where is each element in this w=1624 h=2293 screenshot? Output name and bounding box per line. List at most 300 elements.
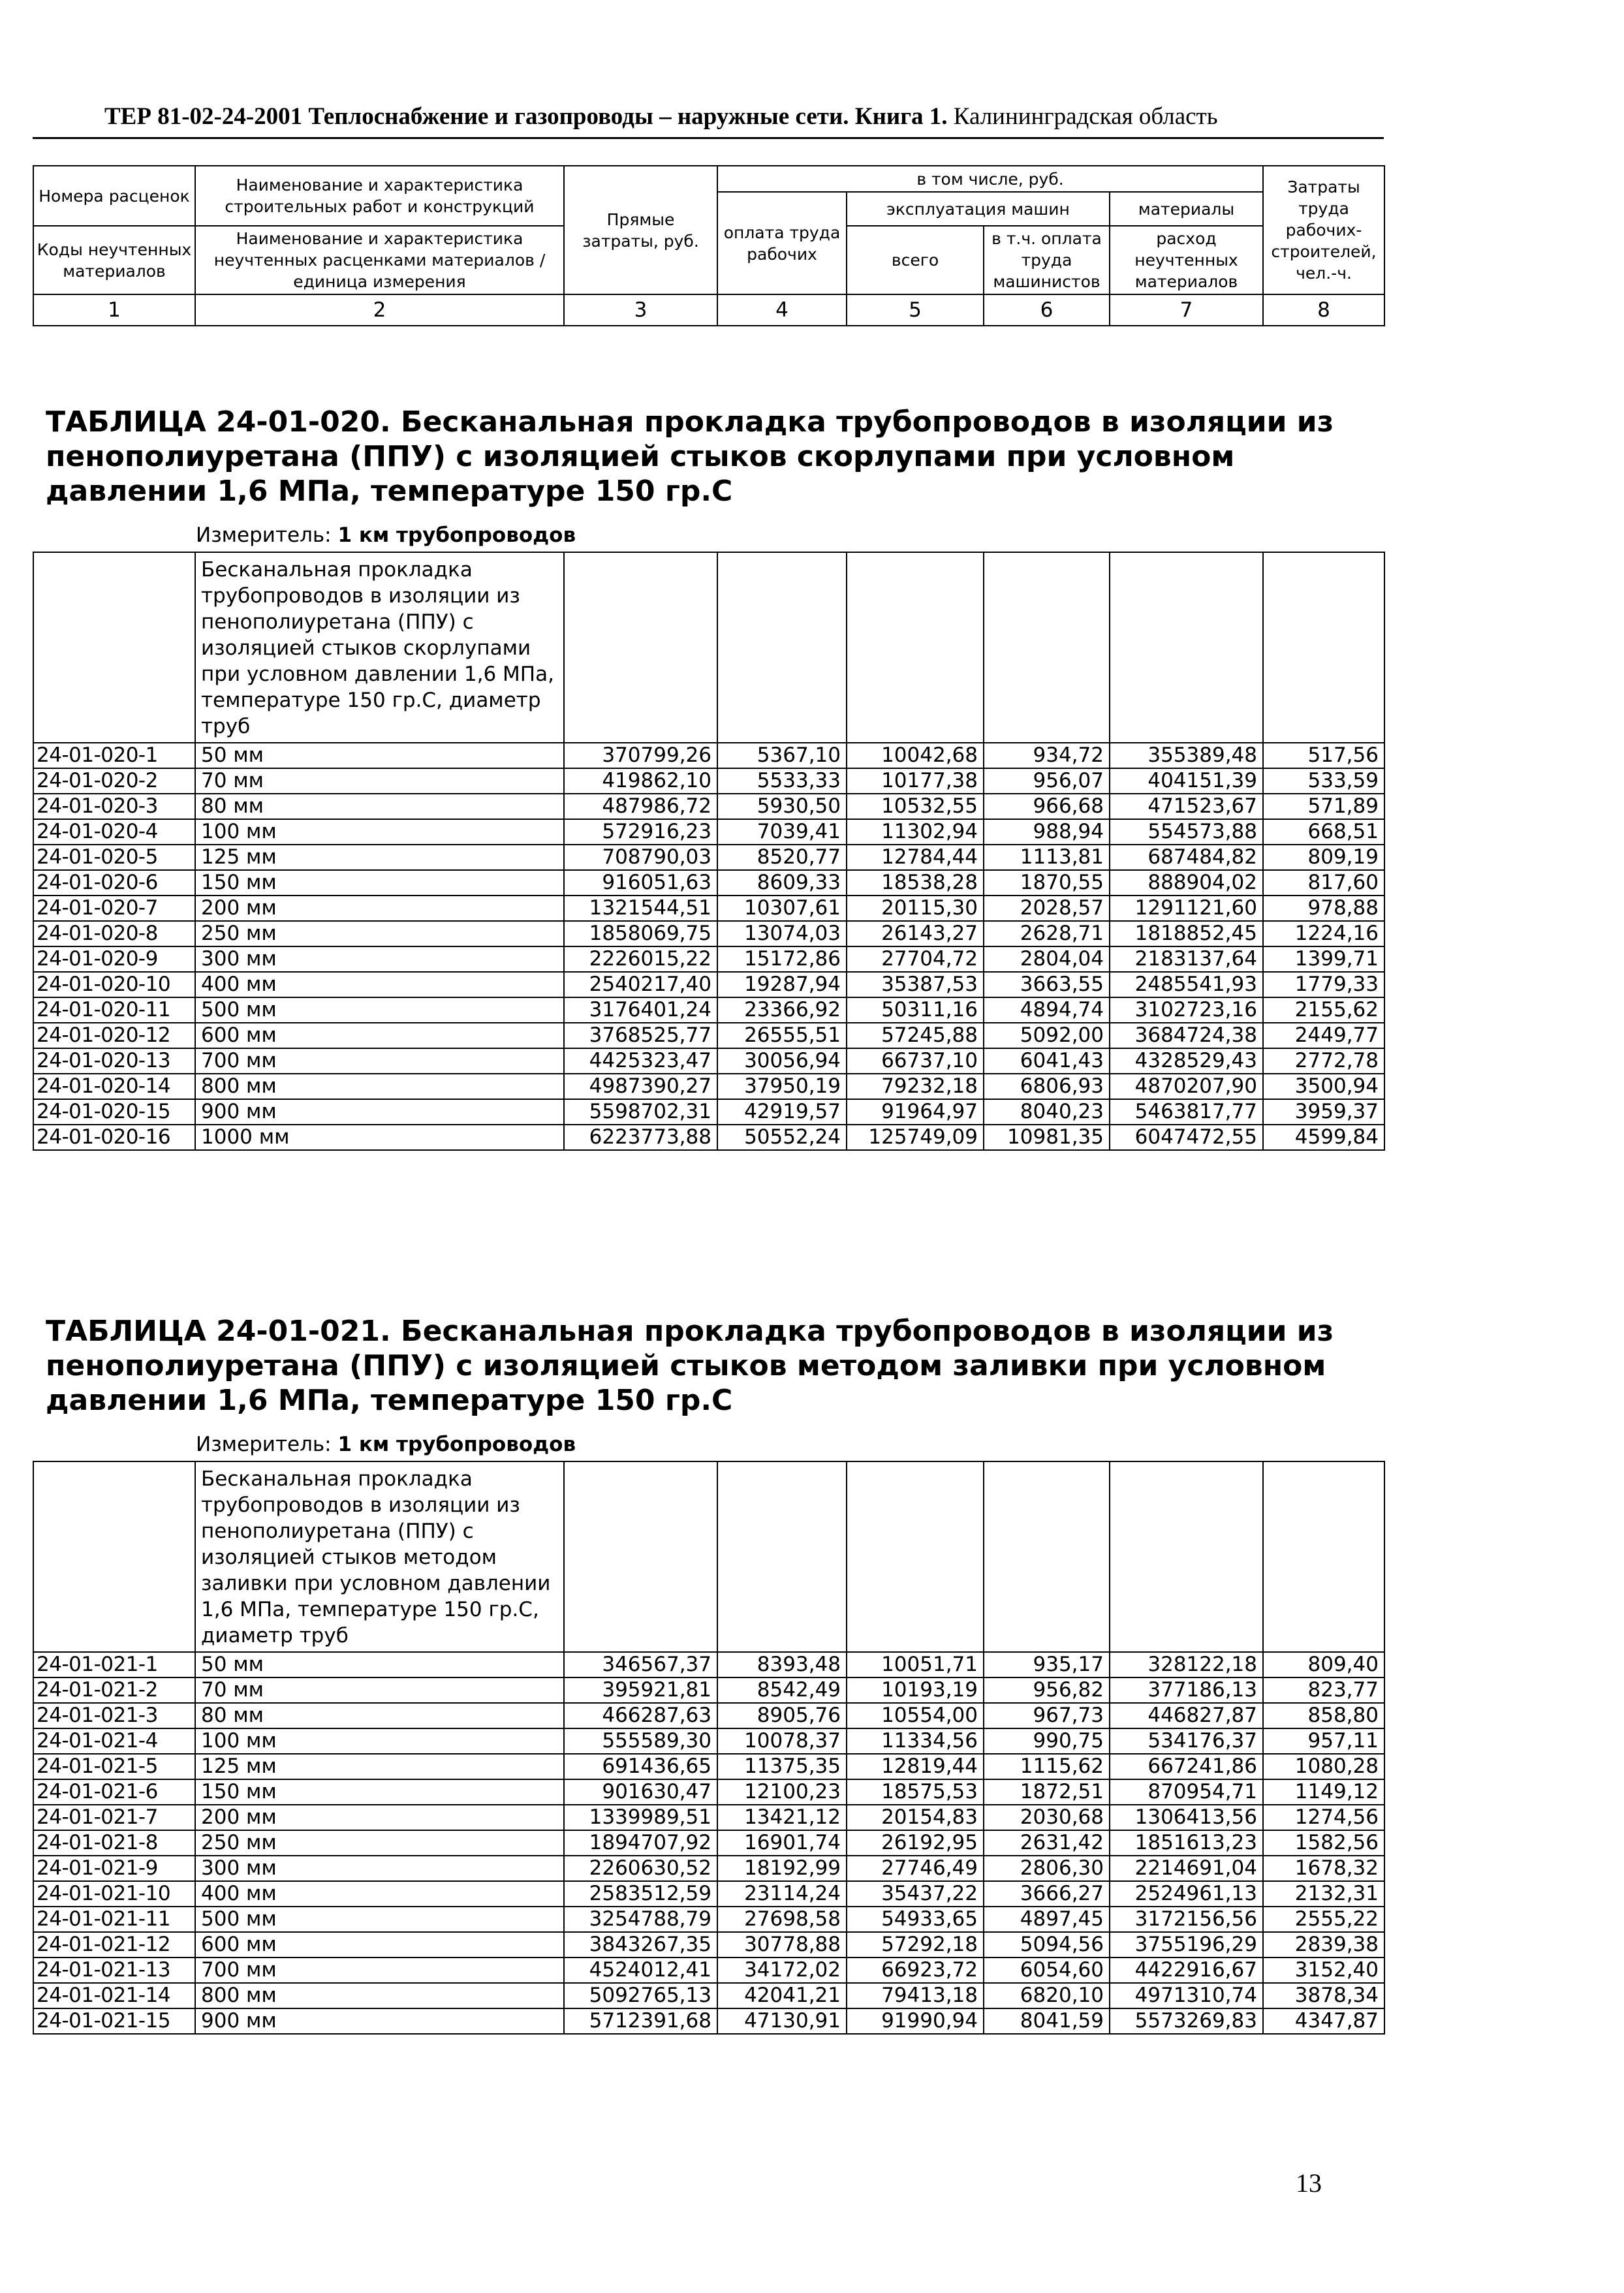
worker-pay: 47130,91: [717, 2008, 847, 2034]
pipe-diameter: 125 мм: [195, 845, 564, 870]
direct-costs: 1894707,92: [564, 1830, 717, 1856]
machines-total: 79413,18: [847, 1983, 984, 2008]
direct-costs: 708790,03: [564, 845, 717, 870]
measure-unit-label: Измеритель:: [196, 1433, 332, 1456]
pipe-diameter: 600 мм: [195, 1023, 564, 1048]
direct-costs: 3843267,35: [564, 1932, 717, 1958]
material-consumption: 6047472,55: [1110, 1125, 1263, 1150]
direct-costs: 691436,65: [564, 1754, 717, 1779]
machines-total: 10554,00: [847, 1703, 984, 1728]
worker-pay: 26555,51: [717, 1023, 847, 1048]
worker-pay: 30056,94: [717, 1048, 847, 1074]
labor-hours: 2839,38: [1263, 1932, 1384, 1958]
col-header-machines-total: всего: [847, 226, 984, 294]
machinist-pay: 2628,71: [984, 921, 1110, 946]
rate-code: 24-01-020-8: [33, 921, 195, 946]
material-consumption: 1291121,60: [1110, 896, 1263, 921]
col-number: 3: [564, 294, 717, 326]
measure-unit-label: Измеритель:: [196, 523, 332, 547]
direct-costs: 1858069,75: [564, 921, 717, 946]
labor-hours: 1274,56: [1263, 1805, 1384, 1830]
col-header-unaccounted-materials: Наименование и характеристика неучтенных расценками материалов / единица измерения: [195, 226, 564, 294]
table-row: [33, 1983, 1384, 2008]
table-row: [33, 768, 1384, 794]
pipe-diameter: 1000 мм: [195, 1125, 564, 1150]
labor-hours: 3878,34: [1263, 1983, 1384, 2008]
labor-hours: 817,60: [1263, 870, 1384, 896]
col-number: 2: [195, 294, 564, 326]
material-consumption: 3684724,38: [1110, 1023, 1263, 1048]
col-header-material-codes: Коды неучтенных материалов: [33, 226, 195, 294]
material-consumption: 5463817,77: [1110, 1099, 1263, 1125]
material-consumption: 2485541,93: [1110, 972, 1263, 997]
labor-hours: 2555,22: [1263, 1907, 1384, 1932]
direct-costs: 6223773,88: [564, 1125, 717, 1150]
machinist-pay: 1113,81: [984, 845, 1110, 870]
machines-total: 54933,65: [847, 1907, 984, 1932]
machines-total: 35387,53: [847, 972, 984, 997]
worker-pay: 23366,92: [717, 997, 847, 1023]
labor-hours: 1399,71: [1263, 946, 1384, 972]
rate-code: 24-01-021-1: [33, 1652, 195, 1677]
col-header-direct-costs: Прямые затраты, руб.: [564, 166, 717, 294]
machines-total: 79232,18: [847, 1074, 984, 1099]
rate-code: 24-01-020-9: [33, 946, 195, 972]
worker-pay: 27698,58: [717, 1907, 847, 1932]
machinist-pay: 2631,42: [984, 1830, 1110, 1856]
measure-unit-value: 1 км трубопроводов: [337, 1433, 576, 1456]
material-consumption: 5573269,83: [1110, 2008, 1263, 2034]
machinist-pay: 2804,04: [984, 946, 1110, 972]
direct-costs: 555589,30: [564, 1728, 717, 1754]
description-row: [33, 552, 1384, 743]
table-row: [33, 1099, 1384, 1125]
table-row: [33, 845, 1384, 870]
table-row: [33, 921, 1384, 946]
machinist-pay: 935,17: [984, 1652, 1110, 1677]
material-consumption: 1851613,23: [1110, 1830, 1263, 1856]
rate-code: 24-01-020-5: [33, 845, 195, 870]
rate-code: 24-01-021-9: [33, 1856, 195, 1881]
machines-total: 18575,53: [847, 1779, 984, 1805]
labor-hours: 2132,31: [1263, 1881, 1384, 1907]
column-number-row: [33, 294, 1384, 326]
table-row: [33, 1881, 1384, 1907]
machines-total: 20154,83: [847, 1805, 984, 1830]
material-consumption: 4422916,67: [1110, 1958, 1263, 1983]
direct-costs: 1321544,51: [564, 896, 717, 921]
labor-hours: 809,40: [1263, 1652, 1384, 1677]
labor-hours: 571,89: [1263, 794, 1384, 819]
material-consumption: 1306413,56: [1110, 1805, 1263, 1830]
table-row: [33, 1023, 1384, 1048]
machines-total: 57245,88: [847, 1023, 984, 1048]
machines-total: 12819,44: [847, 1754, 984, 1779]
table-row: [33, 794, 1384, 819]
labor-hours: 809,19: [1263, 845, 1384, 870]
col-header-materials: материалы: [1110, 192, 1263, 226]
machinist-pay: 6041,43: [984, 1048, 1110, 1074]
machinist-pay: 6054,60: [984, 1958, 1110, 1983]
machinist-pay: 3666,27: [984, 1881, 1110, 1907]
pipe-diameter: 200 мм: [195, 896, 564, 921]
worker-pay: 37950,19: [717, 1074, 847, 1099]
pipe-diameter: 500 мм: [195, 1907, 564, 1932]
direct-costs: 466287,63: [564, 1703, 717, 1728]
direct-costs: 572916,23: [564, 819, 717, 845]
machines-total: 27704,72: [847, 946, 984, 972]
document-header: [104, 98, 1384, 136]
worker-pay: 19287,94: [717, 972, 847, 997]
machinist-pay: 2030,68: [984, 1805, 1110, 1830]
rate-code: 24-01-020-16: [33, 1125, 195, 1150]
table-row: [33, 743, 1384, 768]
col-header-codes: Номера расценок: [33, 166, 195, 226]
labor-hours: 2772,78: [1263, 1048, 1384, 1074]
worker-pay: 34172,02: [717, 1958, 847, 1983]
rate-code: 24-01-021-14: [33, 1983, 195, 2008]
labor-hours: 3959,37: [1263, 1099, 1384, 1125]
direct-costs: 487986,72: [564, 794, 717, 819]
table-row: [33, 1958, 1384, 1983]
machines-total: 27746,49: [847, 1856, 984, 1881]
work-description: Бесканальная прокладка трубопроводов в изоляции из пенополиуретана (ППУ) с изоляцией стыков методом заливки при условном давлении 1,6 МПа, температуре 150 гр.С, диаметр труб: [195, 1461, 564, 1652]
table-row: [33, 1779, 1384, 1805]
table-row: [33, 896, 1384, 921]
material-consumption: 2524961,13: [1110, 1881, 1263, 1907]
pipe-diameter: 300 мм: [195, 1856, 564, 1881]
machinist-pay: 1115,62: [984, 1754, 1110, 1779]
pipe-diameter: 600 мм: [195, 1932, 564, 1958]
labor-hours: 858,80: [1263, 1703, 1384, 1728]
material-consumption: 870954,71: [1110, 1779, 1263, 1805]
pipe-diameter: 100 мм: [195, 819, 564, 845]
table-row: [33, 1703, 1384, 1728]
worker-pay: 10307,61: [717, 896, 847, 921]
labor-hours: 668,51: [1263, 819, 1384, 845]
material-consumption: 554573,88: [1110, 819, 1263, 845]
machines-total: 66737,10: [847, 1048, 984, 1074]
direct-costs: 2540217,40: [564, 972, 717, 997]
pipe-diameter: 70 мм: [195, 1677, 564, 1703]
direct-costs: 2583512,59: [564, 1881, 717, 1907]
rate-code: 24-01-020-12: [33, 1023, 195, 1048]
page-number: 13: [1296, 2168, 1322, 2198]
col-number: 5: [847, 294, 984, 326]
machines-total: 10051,71: [847, 1652, 984, 1677]
table-row: [33, 1856, 1384, 1881]
direct-costs: 346567,37: [564, 1652, 717, 1677]
col-number: 6: [984, 294, 1110, 326]
machines-total: 20115,30: [847, 896, 984, 921]
machinist-pay: 966,68: [984, 794, 1110, 819]
rate-code: 24-01-021-13: [33, 1958, 195, 1983]
table-row: [33, 2008, 1384, 2034]
column-header-table: [33, 165, 1385, 326]
material-consumption: 471523,67: [1110, 794, 1263, 819]
machines-total: 66923,72: [847, 1958, 984, 1983]
material-consumption: 404151,39: [1110, 768, 1263, 794]
col-header-worker-pay: оплата труда рабочих: [717, 192, 847, 294]
direct-costs: 4524012,41: [564, 1958, 717, 1983]
table-title: ТАБЛИЦА 24-01-020. Бесканальная прокладка трубопроводов в изоляции из пенополиуретана (ППУ) с изоляцией стыков скорлупами при условном давлении 1,6 МПа, температуре 150 гр.С: [46, 405, 1334, 508]
machinist-pay: 956,82: [984, 1677, 1110, 1703]
description-code-cell: [33, 1461, 195, 1652]
material-consumption: 377186,13: [1110, 1677, 1263, 1703]
machinist-pay: 956,07: [984, 768, 1110, 794]
pipe-diameter: 50 мм: [195, 743, 564, 768]
material-consumption: 2214691,04: [1110, 1856, 1263, 1881]
pipe-diameter: 900 мм: [195, 2008, 564, 2034]
machinist-pay: 8040,23: [984, 1099, 1110, 1125]
worker-pay: 8542,49: [717, 1677, 847, 1703]
worker-pay: 11375,35: [717, 1754, 847, 1779]
measure-unit: [196, 1431, 576, 1458]
machinist-pay: 6806,93: [984, 1074, 1110, 1099]
worker-pay: 15172,86: [717, 946, 847, 972]
material-consumption: 667241,86: [1110, 1754, 1263, 1779]
machines-total: 57292,18: [847, 1932, 984, 1958]
material-consumption: 328122,18: [1110, 1652, 1263, 1677]
col-header-works: Наименование и характеристика строительных работ и конструкций: [195, 166, 564, 226]
pipe-diameter: 700 мм: [195, 1958, 564, 1983]
rate-code: 24-01-021-3: [33, 1703, 195, 1728]
worker-pay: 42041,21: [717, 1983, 847, 2008]
col-number: 1: [33, 294, 195, 326]
col-number: 8: [1263, 294, 1384, 326]
direct-costs: 3254788,79: [564, 1907, 717, 1932]
labor-hours: 823,77: [1263, 1677, 1384, 1703]
pipe-diameter: 80 мм: [195, 1703, 564, 1728]
header-region: Калининградская область: [953, 103, 1218, 130]
labor-hours: 978,88: [1263, 896, 1384, 921]
pipe-diameter: 900 мм: [195, 1099, 564, 1125]
worker-pay: 16901,74: [717, 1830, 847, 1856]
labor-hours: 1779,33: [1263, 972, 1384, 997]
col-header-material-consumption: расход неучтенных материалов: [1110, 226, 1263, 294]
col-header-machine-exploitation: эксплуатация машин: [847, 192, 1110, 226]
direct-costs: 5712391,68: [564, 2008, 717, 2034]
direct-costs: 916051,63: [564, 870, 717, 896]
material-consumption: 534176,37: [1110, 1728, 1263, 1754]
table-row: [33, 1048, 1384, 1074]
table-row: [33, 997, 1384, 1023]
machinist-pay: 10981,35: [984, 1125, 1110, 1150]
rate-code: 24-01-020-6: [33, 870, 195, 896]
machinist-pay: 2806,30: [984, 1856, 1110, 1881]
pipe-diameter: 500 мм: [195, 997, 564, 1023]
rate-code: 24-01-020-11: [33, 997, 195, 1023]
rate-code: 24-01-021-6: [33, 1779, 195, 1805]
rate-code: 24-01-021-11: [33, 1907, 195, 1932]
col-header-group-including: в том числе, руб.: [717, 166, 1263, 192]
worker-pay: 8609,33: [717, 870, 847, 896]
machinist-pay: 4894,74: [984, 997, 1110, 1023]
table-row: [33, 1830, 1384, 1856]
direct-costs: 5598702,31: [564, 1099, 717, 1125]
rate-code: 24-01-021-7: [33, 1805, 195, 1830]
rate-code: 24-01-021-10: [33, 1881, 195, 1907]
material-consumption: 355389,48: [1110, 743, 1263, 768]
machines-total: 10193,19: [847, 1677, 984, 1703]
table-row: [33, 1932, 1384, 1958]
worker-pay: 8905,76: [717, 1703, 847, 1728]
worker-pay: 8520,77: [717, 845, 847, 870]
labor-hours: 1149,12: [1263, 1779, 1384, 1805]
rate-code: 24-01-021-12: [33, 1932, 195, 1958]
machines-total: 91964,97: [847, 1099, 984, 1125]
material-consumption: 888904,02: [1110, 870, 1263, 896]
worker-pay: 18192,99: [717, 1856, 847, 1881]
table-row: [33, 972, 1384, 997]
direct-costs: 2226015,22: [564, 946, 717, 972]
labor-hours: 1582,56: [1263, 1830, 1384, 1856]
machinist-pay: 5094,56: [984, 1932, 1110, 1958]
machinist-pay: 8041,59: [984, 2008, 1110, 2034]
machines-total: 11334,56: [847, 1728, 984, 1754]
rate-code: 24-01-020-1: [33, 743, 195, 768]
col-header-machinist-pay: в т.ч. оплата труда машинистов: [984, 226, 1110, 294]
table-row: [33, 1125, 1384, 1150]
labor-hours: 1080,28: [1263, 1754, 1384, 1779]
table-row: [33, 1074, 1384, 1099]
table-row: [33, 819, 1384, 845]
description-code-cell: [33, 552, 195, 743]
table-row: [33, 946, 1384, 972]
material-consumption: 1818852,45: [1110, 921, 1263, 946]
worker-pay: 5930,50: [717, 794, 847, 819]
rate-code: 24-01-020-15: [33, 1099, 195, 1125]
pipe-diameter: 100 мм: [195, 1728, 564, 1754]
worker-pay: 50552,24: [717, 1125, 847, 1150]
direct-costs: 5092765,13: [564, 1983, 717, 2008]
machinist-pay: 6820,10: [984, 1983, 1110, 2008]
table-row: [33, 1805, 1384, 1830]
measure-unit-value: 1 км трубопроводов: [337, 523, 576, 547]
worker-pay: 7039,41: [717, 819, 847, 845]
col-number: 4: [717, 294, 847, 326]
rate-code: 24-01-021-2: [33, 1677, 195, 1703]
table-row: [33, 1754, 1384, 1779]
worker-pay: 10078,37: [717, 1728, 847, 1754]
col-number: 7: [1110, 294, 1263, 326]
rates-table: [33, 552, 1385, 1151]
material-consumption: 4971310,74: [1110, 1983, 1263, 2008]
labor-hours: 3152,40: [1263, 1958, 1384, 1983]
pipe-diameter: 70 мм: [195, 768, 564, 794]
material-consumption: 3755196,29: [1110, 1932, 1263, 1958]
description-row: [33, 1461, 1384, 1652]
table-row: [33, 870, 1384, 896]
worker-pay: 23114,24: [717, 1881, 847, 1907]
machines-total: 26192,95: [847, 1830, 984, 1856]
direct-costs: 3176401,24: [564, 997, 717, 1023]
rate-code: 24-01-020-3: [33, 794, 195, 819]
machines-total: 12784,44: [847, 845, 984, 870]
machinist-pay: 988,94: [984, 819, 1110, 845]
direct-costs: 3768525,77: [564, 1023, 717, 1048]
worker-pay: 12100,23: [717, 1779, 847, 1805]
rate-code: 24-01-021-15: [33, 2008, 195, 2034]
machines-total: 50311,16: [847, 997, 984, 1023]
pipe-diameter: 300 мм: [195, 946, 564, 972]
direct-costs: 4425323,47: [564, 1048, 717, 1074]
labor-hours: 1678,32: [1263, 1856, 1384, 1881]
pipe-diameter: 125 мм: [195, 1754, 564, 1779]
material-consumption: 3172156,56: [1110, 1907, 1263, 1932]
rate-code: 24-01-021-5: [33, 1754, 195, 1779]
machinist-pay: 4897,45: [984, 1907, 1110, 1932]
labor-hours: 517,56: [1263, 743, 1384, 768]
table-row: [33, 1652, 1384, 1677]
labor-hours: 1224,16: [1263, 921, 1384, 946]
pipe-diameter: 800 мм: [195, 1983, 564, 2008]
material-consumption: 3102723,16: [1110, 997, 1263, 1023]
col-header-labor: Затраты труда рабочих-строителей, чел.-ч.: [1263, 166, 1384, 294]
machinist-pay: 2028,57: [984, 896, 1110, 921]
machinist-pay: 1872,51: [984, 1779, 1110, 1805]
pipe-diameter: 250 мм: [195, 1830, 564, 1856]
worker-pay: 42919,57: [717, 1099, 847, 1125]
machines-total: 35437,22: [847, 1881, 984, 1907]
labor-hours: 2155,62: [1263, 997, 1384, 1023]
machinist-pay: 990,75: [984, 1728, 1110, 1754]
machinist-pay: 934,72: [984, 743, 1110, 768]
direct-costs: 395921,81: [564, 1677, 717, 1703]
pipe-diameter: 250 мм: [195, 921, 564, 946]
material-consumption: 446827,87: [1110, 1703, 1263, 1728]
worker-pay: 5533,33: [717, 768, 847, 794]
machines-total: 10177,38: [847, 768, 984, 794]
direct-costs: 370799,26: [564, 743, 717, 768]
rates-table: [33, 1461, 1385, 2035]
worker-pay: 30778,88: [717, 1932, 847, 1958]
rate-code: 24-01-020-10: [33, 972, 195, 997]
machinist-pay: 3663,55: [984, 972, 1110, 997]
table-row: [33, 1907, 1384, 1932]
machines-total: 26143,27: [847, 921, 984, 946]
pipe-diameter: 700 мм: [195, 1048, 564, 1074]
worker-pay: 13421,12: [717, 1805, 847, 1830]
direct-costs: 4987390,27: [564, 1074, 717, 1099]
pipe-diameter: 400 мм: [195, 972, 564, 997]
rate-code: 24-01-020-7: [33, 896, 195, 921]
pipe-diameter: 50 мм: [195, 1652, 564, 1677]
material-consumption: 687484,82: [1110, 845, 1263, 870]
labor-hours: 4599,84: [1263, 1125, 1384, 1150]
pipe-diameter: 400 мм: [195, 1881, 564, 1907]
header-rule: [33, 137, 1384, 139]
labor-hours: 4347,87: [1263, 2008, 1384, 2034]
material-consumption: 2183137,64: [1110, 946, 1263, 972]
rate-code: 24-01-020-4: [33, 819, 195, 845]
direct-costs: 2260630,52: [564, 1856, 717, 1881]
measure-unit: [196, 522, 576, 548]
rate-code: 24-01-020-14: [33, 1074, 195, 1099]
rate-code: 24-01-021-4: [33, 1728, 195, 1754]
rate-code: 24-01-021-8: [33, 1830, 195, 1856]
table-row: [33, 1677, 1384, 1703]
table-title: ТАБЛИЦА 24-01-021. Бесканальная прокладка трубопроводов в изоляции из пенополиуретана (ППУ) с изоляцией стыков методом заливки при условном давлении 1,6 МПа, температуре 150 гр.С: [46, 1315, 1334, 1417]
rate-code: 24-01-020-13: [33, 1048, 195, 1074]
machines-total: 11302,94: [847, 819, 984, 845]
machines-total: 18538,28: [847, 870, 984, 896]
work-description: Бесканальная прокладка трубопроводов в изоляции из пенополиуретана (ППУ) с изоляцией стыков скорлупами при условном давлении 1,6 МПа, температуре 150 гр.С, диаметр труб: [195, 552, 564, 743]
worker-pay: 8393,48: [717, 1652, 847, 1677]
pipe-diameter: 200 мм: [195, 1805, 564, 1830]
machines-total: 91990,94: [847, 2008, 984, 2034]
pipe-diameter: 80 мм: [195, 794, 564, 819]
